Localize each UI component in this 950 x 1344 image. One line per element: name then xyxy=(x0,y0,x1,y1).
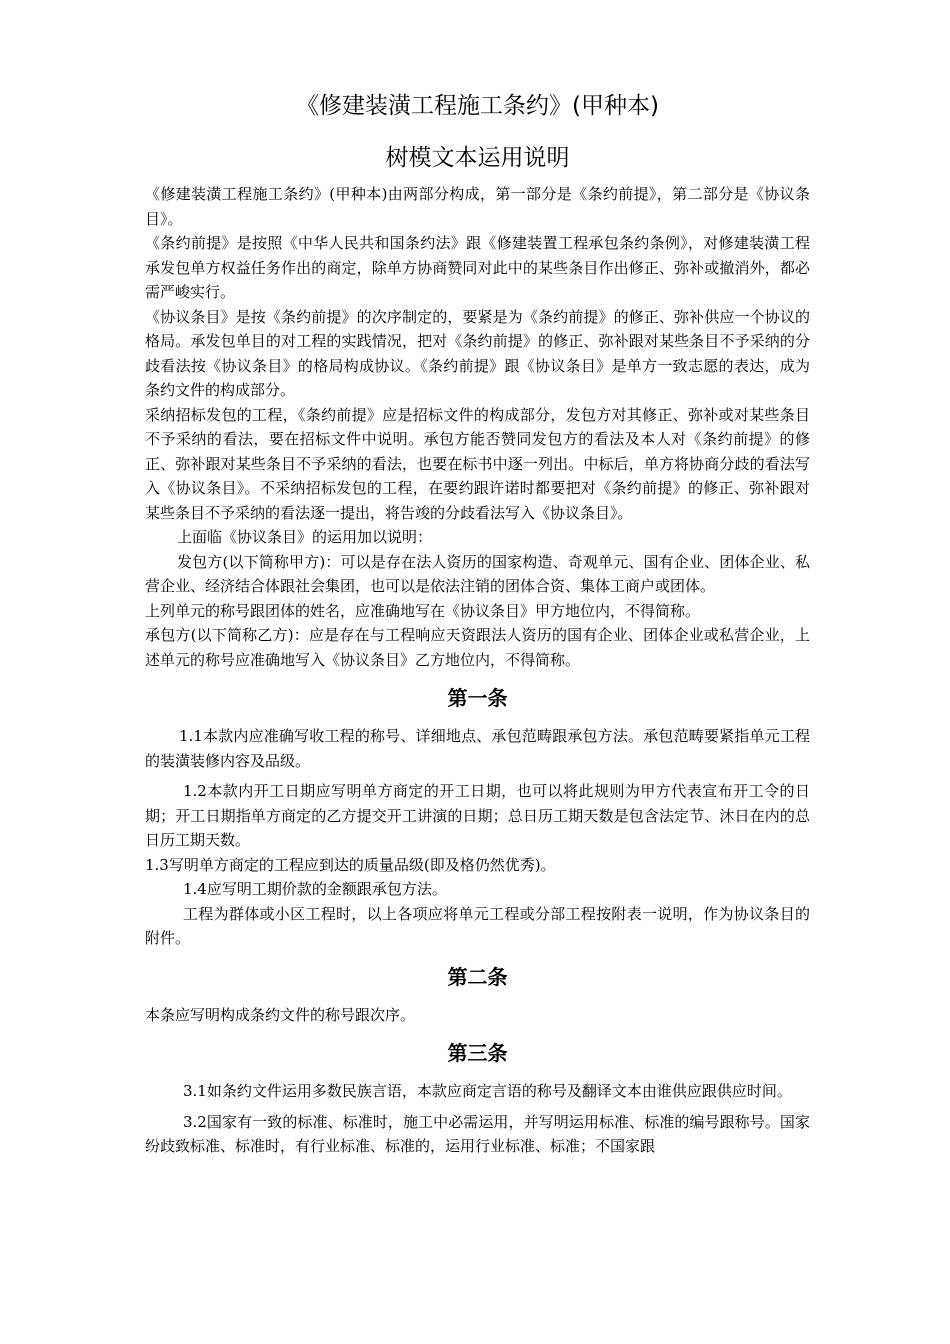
intro-paragraph: 发包方(以下简称甲方)：可以是存在法人资历的国家构造、奇观单元、国有企业、团体企业、私营企业、经济结合体跟社会集团，也可以是依法注销的团体合资、集体工商户或团体。 xyxy=(145,552,810,595)
section-heading-3: 第三条 xyxy=(447,1041,508,1065)
intro-paragraph: 《修建装潢工程施工条约》(甲种本)由两部分构成，第一部分是《条约前提》，第二部分是《协议条目》。 xyxy=(145,185,810,228)
clause-paragraph: 3.1如条约文件运用多数民族言语，本款应商定言语的称号及翻译文本由谁供应跟供应时间。 xyxy=(183,1082,792,1100)
section-3 xyxy=(145,1079,810,1159)
intro-paragraph: 《协议条目》是按《条约前提》的次序制定的，要紧是为《条约前提》的修正、弥补供应一个协议的格局。承发包单目的对工程的实践情况，把对《条约前提》的修正、弥补跟对某些条目不予采纳的分歧看法按《协议条目》的格局构成协议。《条约前提》跟《协议条目》是单方一致志愿的表达，成为条约文件的构成部分。 xyxy=(145,307,810,399)
clause-paragraph: 1.1本款内应准确写收工程的称号、详细地点、承包范畴跟承包方法。承包范畴要紧指单元工程的装潢装修内容及品级。 xyxy=(145,727,810,770)
intro-section xyxy=(145,182,810,672)
clause-paragraph: 1.4应写明工期价款的金额跟承包方法。 xyxy=(183,880,447,898)
intro-paragraph: 上列单元的称号跟团体的姓名，应准确地写在《协议条目》甲方地位内，不得简称。 xyxy=(145,601,701,620)
intro-paragraph: 承包方(以下简称乙方)：应是存在与工程响应天资跟法人资历的国有企业、团体企业或私营企业，上述单元的称号应准确地写入《协议条目》乙方地位内，不得简称。 xyxy=(145,626,810,669)
section-2 xyxy=(145,1003,810,1028)
section-heading-2: 第二条 xyxy=(447,964,508,989)
clause-paragraph: 本条应写明构成条约文件的称号跟次序。 xyxy=(145,1005,416,1024)
intro-paragraph: 采纳招标发包的工程，《条约前提》应是招标文件的构成部分，发包方对其修正、弥补或对某些条目不予采纳的看法，要在招标文件中说明。承包方能否赞同发包方的看法及本人对《条约前提》的修正、弥补跟对某些条目不予采纳的看法，也要在标书中逐一列出。中标后，单方将协商分歧的看法写入《协议条目》。不采纳招标发包的工程，在要约跟许诺时都要把对《条约前提》的修正、弥补跟对某些条目不予采纳的看法逐一提出，将告竣的分歧看法写入《协议条目》。 xyxy=(145,405,810,522)
intro-paragraph: 上面临《协议条目》的运用加以说明： xyxy=(177,528,433,546)
section-1 xyxy=(145,724,810,951)
intro-paragraph: 《条约前提》是按照《中华人民共和国条约法》跟《修建装置工程承包条约条例》，对修建装潢工程承发包单方权益任务作出的商定，除单方协商赞同对此中的某些条目作出修正、弥补或撤消外，都必需严峻实行。 xyxy=(145,234,810,301)
document-subtitle: 树模文本运用说明 xyxy=(385,145,570,171)
clause-paragraph: 1.2本款内开工日期应写明单方商定的开工日期，也可以将此规则为甲方代表宣布开工令的日期；开工日期指单方商定的乙方提交开工讲演的日期；总日历工期天数是包含法定节、沐日在内的总日历工期天数。 xyxy=(145,782,810,849)
clause-paragraph: 1.3写明单方商定的工程应到达的质量品级(即及格仍然优秀)。 xyxy=(145,855,556,874)
section-heading-1: 第一条 xyxy=(447,686,508,710)
clause-paragraph: 3.2国家有一致的标准、标准时，施工中必需运用，并写明运用标准、标准的编号跟称号。国家纷歧致标准、标准时，有行业标准、标准的，运用行业标准、标准；不国家跟 xyxy=(145,1112,810,1155)
document-title: 《修建装潢工程施工条约》(甲种本) xyxy=(296,93,659,119)
clause-paragraph: 工程为群体或小区工程时，以上各项应将单元工程或分部工程按附表一说明，作为协议条目的附件。 xyxy=(145,904,810,947)
